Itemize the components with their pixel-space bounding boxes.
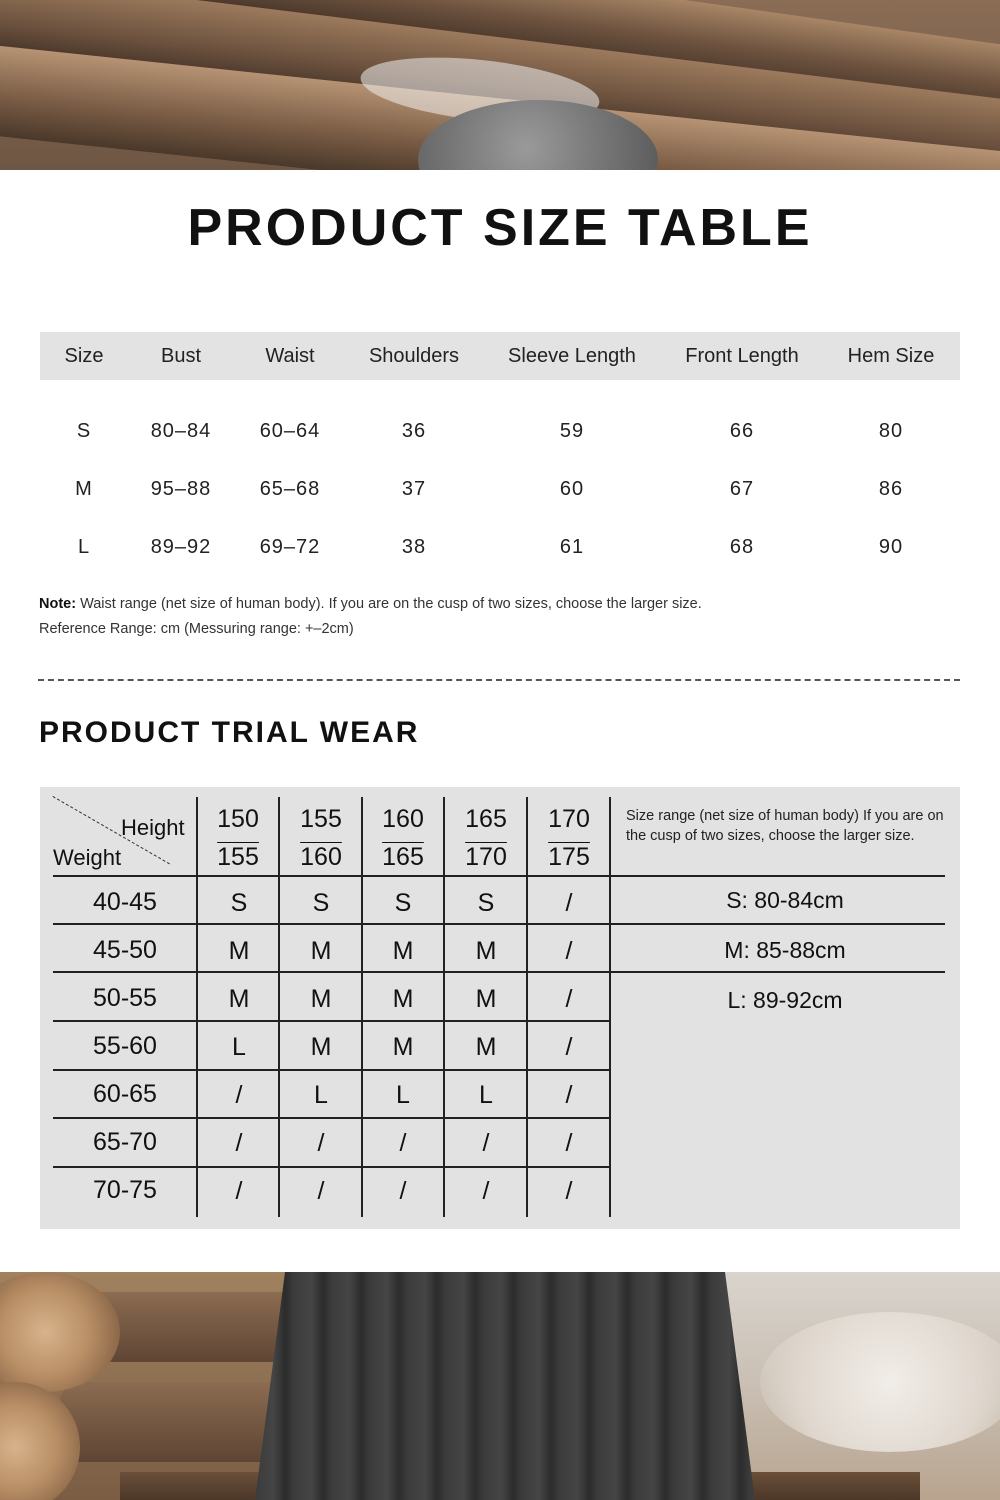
size-row-m (40, 469, 960, 509)
table-cell: S (76, 420, 92, 442)
height-col-150 (196, 804, 280, 872)
height-from: 150 (217, 805, 259, 833)
size-cell: / (235, 1081, 243, 1109)
size-cell: / (565, 1081, 573, 1109)
table-cell: 95–88 (150, 478, 212, 500)
header-waist: Waist (265, 345, 315, 367)
size-cell: M (475, 937, 497, 965)
size-cell: M (228, 937, 250, 965)
table-cell: L (77, 536, 91, 558)
height-col-165 (444, 804, 528, 872)
height-to: 160 (300, 843, 342, 871)
table-cell: 68 (729, 536, 755, 558)
size-cell: M (310, 985, 332, 1013)
size-cell: / (317, 1129, 325, 1157)
header-bust: Bust (160, 345, 202, 367)
size-note (39, 596, 702, 612)
size-row-s (40, 411, 960, 451)
table-cell: 37 (401, 478, 427, 500)
size-cell: / (565, 1177, 573, 1205)
trial-wear-title: PRODUCT TRIAL WEAR (39, 716, 420, 749)
table-cell: 66 (729, 420, 755, 442)
table-cell: 69–72 (259, 536, 321, 558)
size-range-note: Size range (net size of human body) If you are on the cusp of two sizes, choose the larger size. (626, 808, 944, 844)
size-cell: / (317, 1177, 325, 1205)
size-cell: M (392, 1033, 414, 1061)
size-cell: S (312, 889, 330, 917)
size-cell: L (314, 1081, 328, 1109)
table-cell: 90 (878, 536, 904, 558)
height-col-170 (527, 804, 611, 872)
weight-label: 40-45 (93, 888, 157, 916)
note-text: Waist range (net size of human body). If you are on the cusp of two sizes, choose the larger size. (76, 596, 702, 612)
pleated-skirt (255, 1272, 755, 1500)
size-cell: M (228, 985, 250, 1013)
size-cell: L (232, 1033, 246, 1061)
size-cell: / (482, 1177, 490, 1205)
table-cell: 60–64 (259, 420, 321, 442)
bottom-product-photo (0, 1272, 1000, 1500)
table-cell: 36 (401, 420, 427, 442)
header-shoulders: Shoulders (368, 345, 460, 367)
range-s: S: 80-84cm (726, 887, 844, 913)
weight-label: 45-50 (93, 936, 157, 964)
weight-label: 55-60 (93, 1032, 157, 1060)
size-cell: / (565, 985, 573, 1013)
table-cell: 59 (559, 420, 585, 442)
table-cell: 65–68 (259, 478, 321, 500)
size-cell: S (230, 889, 248, 917)
weight-label: 60-65 (93, 1080, 157, 1108)
size-cell: S (394, 889, 412, 917)
size-cell: / (565, 889, 573, 917)
height-col-155 (279, 804, 363, 872)
height-col-160 (361, 804, 445, 872)
height-to: 175 (548, 843, 590, 871)
table-cell: 60 (559, 478, 585, 500)
size-cell: / (235, 1129, 243, 1157)
weight-label: 70-75 (93, 1176, 157, 1204)
header-front-length: Front Length (685, 345, 799, 367)
size-cell: L (396, 1081, 410, 1109)
size-table-header (40, 332, 960, 380)
header-sleeve-length: Sleeve Length (508, 345, 636, 367)
header-hem-size: Hem Size (847, 345, 935, 367)
table-cell: M (75, 478, 93, 500)
height-to: 165 (382, 843, 424, 871)
size-cell: M (475, 1033, 497, 1061)
size-row-l (40, 527, 960, 567)
size-cell: S (477, 889, 495, 917)
table-cell: 86 (878, 478, 904, 500)
height-from: 160 (382, 805, 424, 833)
size-cell: M (310, 937, 332, 965)
top-product-photo (0, 0, 1000, 170)
size-cell: M (392, 937, 414, 965)
range-m: M: 85-88cm (724, 937, 846, 963)
reference-range: Reference Range: cm (Messuring range: +–2cm) (39, 621, 354, 637)
table-cell: 89–92 (150, 536, 212, 558)
header-size: Size (64, 345, 104, 367)
section-divider (38, 679, 960, 681)
table-cell: 38 (401, 536, 427, 558)
weight-axis-label: Weight (53, 845, 122, 870)
size-cell: / (565, 1129, 573, 1157)
height-from: 165 (465, 805, 507, 833)
size-cell: / (399, 1177, 407, 1205)
range-l: L: 89-92cm (727, 987, 843, 1013)
page-title: PRODUCT SIZE TABLE (187, 199, 813, 257)
table-cell: 67 (729, 478, 755, 500)
weight-label: 65-70 (93, 1128, 157, 1156)
height-to: 170 (465, 843, 507, 871)
size-cell: / (235, 1177, 243, 1205)
size-cell: M (475, 985, 497, 1013)
size-cell: / (565, 1033, 573, 1061)
weight-label: 50-55 (93, 984, 157, 1012)
height-axis-label: Height (121, 815, 185, 840)
size-cell: / (482, 1129, 490, 1157)
size-cell: M (392, 985, 414, 1013)
table-cell: 61 (559, 536, 585, 558)
table-cell: 80 (878, 420, 904, 442)
size-cell: L (479, 1081, 493, 1109)
size-cell: / (399, 1129, 407, 1157)
size-cell: M (310, 1033, 332, 1061)
table-cell: 80–84 (150, 420, 212, 442)
size-cell: / (565, 937, 573, 965)
height-from: 155 (300, 805, 342, 833)
height-from: 170 (548, 805, 590, 833)
note-label: Note: (39, 596, 77, 612)
height-to: 155 (217, 843, 259, 871)
